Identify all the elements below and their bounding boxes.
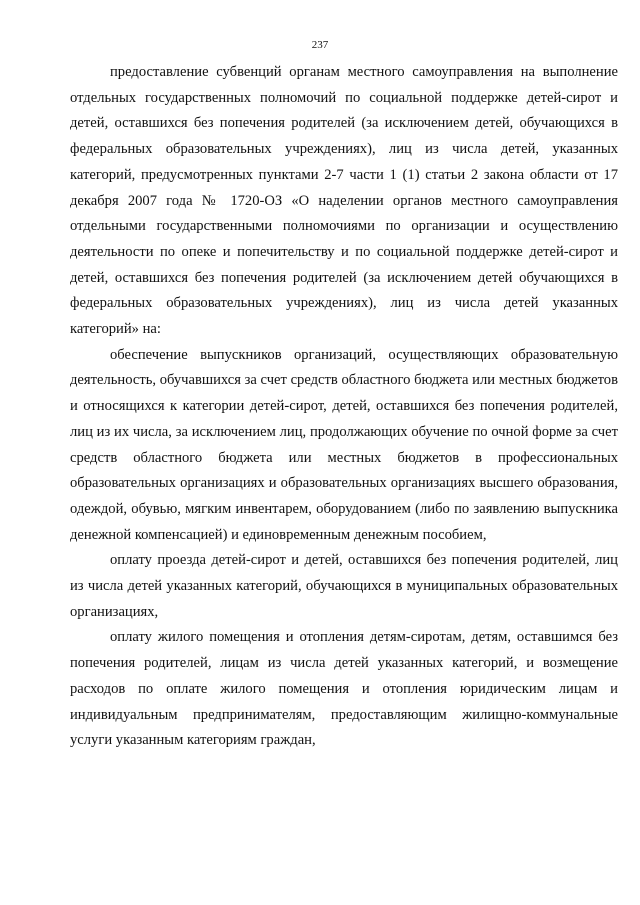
document-body — [70, 60, 618, 754]
paragraph-travel-payment: оплату проезда детей-сирот и детей, оставшихся без попечения родителей, лиц из числа детей указанных категорий, обучающихся в муниципальных образовательных организациях, — [70, 552, 618, 620]
paragraph-subventions: предоставление субвенций органам местного самоуправления на выполнение отдельных государственных полномочий по социальной поддержке детей-сирот и детей, оставшихся без попечения родителей (за исключением детей, обучающихся в федеральных образовательных учреждениях), лиц из числа детей, указанных категорий, предусмотренных пунктами 2-7 части 1 (1) статьи 2 закона области от 17 декабря 2007 года № 1720-ОЗ «О наделении органов местного самоуправления отдельными государственными полномочиями по организации и осуществлению деятельности по опеке и попечительству и по социальной поддержке детей-сирот и детей, оставшихся без попечения родителей (за исключением детей обучающихся в федеральных образовательных учреждениях), лиц из числа детей указанных категорий» на: — [70, 64, 618, 338]
paragraph-housing-payment: оплату жилого помещения и отопления детям-сиротам, детям, оставшимся без попечения родителей, лицам из числа детей указанных категорий, и возмещение расходов по оплате жилого помещения и отопления юридическим лицам и индивидуальным предпринимателям, предоставляющим жилищно-коммунальные услуги указанным категориям граждан, — [70, 629, 618, 749]
paragraph-graduates-provision: обеспечение выпускников организаций, осуществляющих образовательную деятельность, обучавшихся за счет средств областного бюджета или местных бюджетов и относящихся к категории детей-сирот, детей, оставшихся без попечения родителей, лиц из их числа, за исключением лиц, продолжающих обучение по очной форме за счет средств областного бюджета или местных бюджетов в профессиональных образовательных организациях и образовательных организациях высшего образования, одеждой, обувью, мягким инвентарем, оборудованием (либо по заявлению выпускника денежной компенсацией) и единовременным денежным пособием, — [70, 346, 618, 543]
page-number: 237 — [311, 39, 329, 51]
